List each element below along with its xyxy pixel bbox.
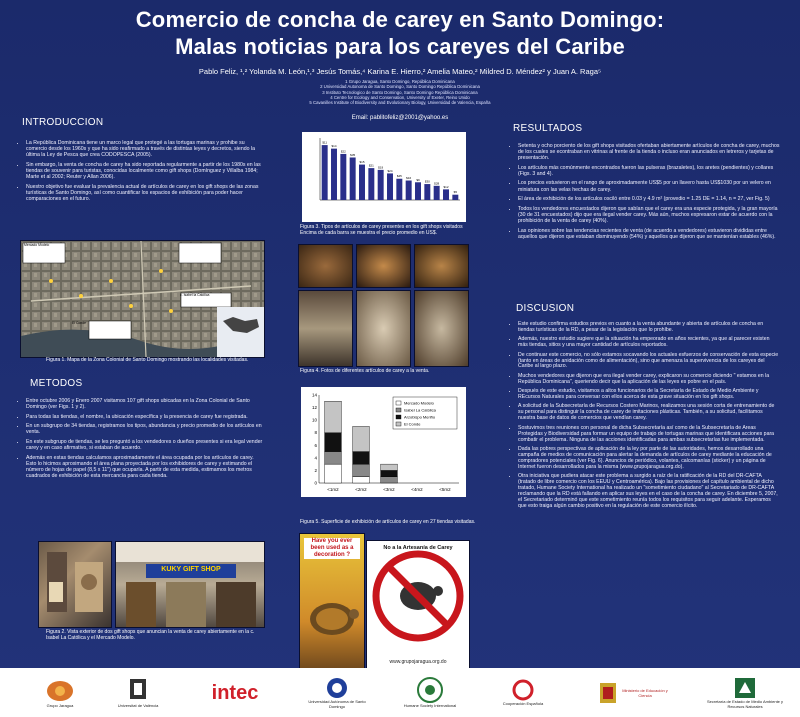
- figure-1-caption: Figura 1. Mapa de la Zona Colonial de Santo Domingo mostrando las localidades visitadas.: [46, 357, 249, 363]
- y-tick-label: 2: [314, 467, 317, 473]
- jaragua-icon: [45, 677, 75, 703]
- discusion-item: • Sostuvimos tres reuniones con personal de dicha Subsecretaría así como de la Subsecretaría de Areas Protegidas y Biodiversidad para formar un equipo de trabajo de tortugas marinas que identificara acciones para combatir el problema. Ninguna de las acciones identificadas para ambas subsecretarías fue implementada.: [518, 426, 780, 444]
- metodos-body: [18, 398, 263, 483]
- logo-label: Grupo Jaragua: [46, 703, 74, 708]
- metodos-item: • Entre octubre 2006 y Enero 2007 visitamos 107 gift shops ubicadas en la Zona Colonial de Santo Domingo (ver Figs. 1 y 2).: [26, 398, 263, 410]
- x-tick-label: <3m2: [383, 487, 395, 492]
- metodos-item: • En este subgrupo de tiendas, se les preguntó a los vendedores o dueños presentes si era legal vender carey y en caso afirmativo, si estaban de acuerdo.: [26, 439, 263, 451]
- shop-photo-2: [115, 541, 265, 628]
- logo-label: Humane Society International: [403, 703, 457, 708]
- figure-5-chart: [301, 387, 466, 497]
- logo-label: Secretaría de Estado de Medio Ambiente y Recursos Naturales: [706, 698, 784, 709]
- figure-2-caption: Figura 2. Vista exterior de dos gift shops que anuncian la venta de carey abiertamente en la c. Isabel La Católica y el Mercado Modelo.: [46, 629, 255, 641]
- figure-3-svg: [302, 132, 466, 222]
- bar: [359, 165, 365, 200]
- bar-price-label: $35: [350, 152, 356, 157]
- aecid-icon: [512, 679, 534, 701]
- logo-label: Universitat de València: [117, 703, 159, 708]
- poster-title: [0, 6, 800, 60]
- logo-hsi: [400, 670, 460, 715]
- map-label-mercado: Mercado Modelo: [24, 243, 50, 247]
- figure-3-chart: [302, 132, 466, 222]
- logo-mec: [590, 670, 680, 715]
- affiliation: 3 Instituto Tecnologico de Santo Domingo, Santo Domingo República Dominicana: [322, 89, 478, 95]
- bar-price-label: $16: [406, 176, 412, 181]
- stacked-bar-segment: [353, 426, 370, 451]
- section-resultados: RESULTADOS: [513, 123, 583, 134]
- authors: Pablo Feliz, ¹,² Yolanda M. León,¹,³ Jesús Tomás,⁴ Karina E. Hierro,² Amelia Mateo,² Mildred D. Méndez² y Juan A. Raga⁵: [198, 67, 602, 76]
- legend-label: Isabel La Católica: [404, 407, 436, 413]
- bar-price-label: $19: [378, 165, 384, 170]
- bar: [378, 170, 384, 200]
- bar-price-label: $24: [387, 168, 393, 173]
- uasd-seal-icon: [326, 677, 348, 699]
- bar: [396, 179, 402, 200]
- discusion-item: • Otra iniciativa que pudiera atacar este problema a surgido a raíz de la ratificación de la RD del DR-CAFTA (tratado de libre comercio con los EEUU y Centroamérica). Bajo las provisiones del capítulo ambiental de dicho tratado, Humane Society International ha realizado un "sometimiento ciudadano" al Secretariado de DR-CAFTA reclamando que la RD está fallando en aplicar sus leyes en el caso de la concha de carey. En diciembre 5, 2007, el Secretariado determinó que este sometimiento reunía todos los requisitos para seguir adelante. Esperamos que esto traiga algún cambio positivo en la regulación de este comercio ilícito.: [518, 474, 780, 509]
- title-line-2: Malas noticias para los careyes del Caribe: [175, 34, 625, 59]
- bar-price-label: $5: [453, 190, 458, 195]
- legend-swatch: [396, 401, 401, 405]
- x-tick-label: <4m2: [411, 487, 423, 492]
- bar: [368, 168, 374, 200]
- resultados-item: • Setenta y ocho porciento de los gift shops visitados ofertaban abiertamente artículos de concha de carey, muchos de los cuales se econtraban en vitrinas al frente de la tienda o incluso eran anunciados en letreros y tarjetas de presentación.: [518, 143, 780, 161]
- legend-swatch: [396, 408, 401, 412]
- item-photo: [298, 290, 353, 367]
- shop-photo-1: [38, 541, 112, 628]
- item-photo: [356, 290, 411, 367]
- bar-price-label: $30: [424, 179, 430, 184]
- map-image: [20, 240, 265, 358]
- affiliations: [200, 79, 600, 105]
- bar: [424, 184, 430, 200]
- bar: [415, 182, 421, 200]
- y-tick-label: 10: [311, 417, 317, 423]
- legend-swatch: [396, 415, 401, 419]
- y-tick-label: 14: [311, 392, 317, 398]
- intec-wordmark: intec: [211, 682, 259, 704]
- stacked-bar-segment: [381, 477, 398, 483]
- valencia-crest-icon: [127, 677, 149, 703]
- intro-item: • Nuestro objetivo fue evaluar la prevalencia actual de artículos de carey en los gift shops de las zonas turísticas de Santo Domingo, así como cuantificar los espacios de exhibición para poder hacer comparaciones en el futuro.: [26, 184, 263, 202]
- stacked-bar-segment: [325, 401, 342, 432]
- figure-5-caption: Figura 5. Superficie de exhibición de artículos de carey en 27 tiendas visitadas.: [300, 519, 476, 525]
- discusion-item: • A solicitud de la Subsecretaría de Recursos Costero Marinos, realizamos una sesión corta de entrenamiento de su personal para distinguir la concha de carey de imitaciones plásticas. También, a su solicitud, facilitamos nuestra base de datos de comercios que vendían carey.: [518, 404, 780, 422]
- shop-sign: KUKY GIFT SHOP: [161, 566, 221, 573]
- bar-price-label: $15: [359, 160, 365, 165]
- email: Email: pablitofeliz@2001@yahoo.es: [351, 115, 449, 121]
- title-line-1: Comercio de concha de carey en Santo Domingo:: [135, 7, 665, 32]
- figure-5-svg: [301, 387, 466, 497]
- y-tick-label: 6: [314, 442, 317, 448]
- bar: [350, 157, 356, 200]
- affiliation: 5 Cavanilles Institute of Biodiversity and Evolutionary Biology, Universidad de Valencia, España: [309, 100, 491, 106]
- bar: [387, 173, 393, 200]
- resultados-item: • Todos los vendedores encuestados dijeron que sabían que el carey era una especie protegida, y la gran mayoría (30 de 31 encuestados) dijo que era ilegal vender carey. Más aún, muchos expresaron estar de acuerdo con la prohibición de la venta de carey (40%).: [518, 206, 780, 224]
- item-photo: [298, 244, 353, 288]
- discusion-item: • De continuar este comercio, no sólo estamos socavando los actuales esfuerzos de conservación de esta especie (tanto en áreas de anidación como de alimentación), sino que amenaza la supervivencia de los careyes del Caribe al largo plazo.: [518, 353, 780, 371]
- bar: [331, 149, 337, 200]
- intro-item: • La República Dominicana tiene un marco legal que protegé a las tortugas marinas y prohibe su comercio desde los 1960s y que ha sido reafirmado a través de distintas leyes y decretos, siendo la última la Ley de Pesca que crea CODOPESCA (2005).: [26, 140, 263, 158]
- metodos-item: • En un subgrupo de 34 tiendas, registramos los tipos, abundancia y precio promedio de los artículos en venta.: [26, 423, 263, 435]
- logo-aecid: [488, 670, 558, 715]
- x-tick-label: <1m2: [327, 487, 339, 492]
- y-tick-label: 4: [314, 455, 317, 461]
- resultados-item: • Las opiniones sobre las tendencias recientes de venta (de acuerdo a vendedores) estuvieron divididas entre aquellos que dijeron que estaban disminuyendo (54%) y aquellos que dijeron que se mantenían estables (46%).: [518, 228, 780, 240]
- bar: [452, 195, 458, 200]
- campaign-poster: [299, 533, 365, 681]
- logo-intec: [190, 672, 280, 715]
- item-photo: [414, 244, 469, 288]
- logo-label: Ministerio de Educación y Ciencia: [622, 687, 668, 698]
- affiliation: 4 Centre for Ecology and Conservation, University of Exeter, Reino Unido: [330, 94, 470, 100]
- map-label-conde: El Conde: [72, 321, 86, 325]
- stacked-bar-segment: [325, 464, 342, 483]
- section-intro: INTRODUCCION: [22, 117, 104, 128]
- metodos-item: • Para todas las tiendas, el nombre, la ubicación específica y la presencia de carey fue registrada.: [26, 414, 263, 420]
- bar: [340, 154, 346, 200]
- bar: [443, 189, 449, 200]
- figure-3-caption: Figura 3. Tipos de artículos de carey presentes en los gift shops visitados Encima de cada barra se muestra el precio promedio en US$.: [300, 224, 463, 236]
- affiliation: 1 Grupo Jaragua, Santo Domingo, República Dominicana: [345, 79, 455, 84]
- resultados-item: • Los precios estuvieron en el rango de aproximadamente US$5 por un llavero hasta US$1030 por un velero en miniatura con las velas hechas de carey.: [518, 180, 780, 192]
- bar-price-label: $28: [434, 181, 440, 186]
- bar-price-label: $22: [340, 149, 346, 154]
- bar-price-label: $14: [331, 144, 337, 149]
- logo-valencia: [108, 670, 168, 715]
- semarena-icon: [734, 677, 756, 699]
- logo-uasd: [302, 670, 372, 715]
- intro-body: [18, 140, 263, 205]
- bar: [322, 145, 328, 200]
- y-tick-label: 12: [311, 405, 317, 411]
- shop-photo-1-graphic: [39, 542, 111, 627]
- hsi-icon: [417, 677, 443, 703]
- legend-label: Arzobispo Meriño: [404, 414, 436, 420]
- spain-crest-icon: [598, 681, 618, 705]
- campaign-banner: Have you ever been used as a decoration ?: [304, 538, 360, 559]
- stacked-bar-segment: [325, 452, 342, 465]
- discusion-item: • Muchos vendedores que dijeron que era ilegal vender carey, explicaron su comercio diciendo " estamos en la República Dominicana", queriendo decir que la aplicación de las leyes es pobre en el país.: [518, 374, 780, 386]
- bar: [406, 181, 412, 200]
- item-photo: [414, 290, 469, 367]
- legend-label: El Conde: [404, 421, 421, 427]
- stacked-bar-segment: [353, 464, 370, 477]
- section-discusion: DISCUSION: [516, 303, 575, 314]
- discusion-item: • Dada las pobres perspectivas de aplicación de la ley por parte de las autoridades, hemos desarrollado una campaña de medios de comunicación para alertar la demanda de artículos de carey mediante la educación de compradores potenciales (ver Fig. 6). Anuncios de periódico, volantes, calcomanías (sticker) y un página de Internet fueron desarrollados para la misma (www.grupojaragua.org.do).: [518, 447, 780, 471]
- campaign-sticker: [366, 540, 470, 682]
- bar: [434, 186, 440, 200]
- logo-semarena: [700, 670, 790, 715]
- resultados-item: • Los artículos más comúnmente encontrados fueron las pulseras (brazaletes), los aretes (pendientes) y collares (Figs. 3 and 4).: [518, 165, 780, 177]
- bar-price-label: $45: [396, 174, 402, 179]
- stacked-bar-segment: [353, 452, 370, 465]
- bar-price-label: $9: [416, 177, 420, 182]
- shop-photo-2-graphic: [116, 542, 264, 627]
- bar-price-label: $12: [443, 184, 449, 189]
- legend: [393, 397, 457, 429]
- intro-item: • Sin embargo, la venta de concha de carey ha sido reportada regularmente a partir de los 1980s en las tiendas de souvenir para turistas, conocidas localmente como gift shops (Domínguez y Villalba 1984; Marte et al 2002; Reuter y Allan 2006).: [26, 162, 263, 180]
- turtle-graphic: [300, 534, 364, 680]
- x-tick-label: <2m2: [355, 487, 367, 492]
- item-photo: [356, 244, 411, 288]
- campaign-slogan: No a la Artesanía de Carey: [383, 545, 453, 551]
- discusion-item: • Además, nuestro estudio sugiere que la situación ha empeorado en años recientes, ya que al parecer existen más tiendas, sitios y una mayor cantidad de artículos reportados.: [518, 337, 780, 349]
- stacked-bar-segment: [381, 464, 398, 470]
- legend-swatch: [396, 422, 401, 426]
- metodos-item: • Además en estas tiendas calculamos aproximadamente el área ocupada por los artículos de carey. Esto lo hicimos aproximando el área plana proyectada por los exhibidores de carey y estimando el número de hojas de papel (8,5 x 11") que ocuparía. A partir de esta medida, estimamos los metros cuadrados de exhibición de esta mercancía para cada tienda.: [26, 455, 263, 479]
- campaign-url[interactable]: www.grupojaragua.org.do: [389, 659, 447, 665]
- logo-label: Universidad Autónoma de Santo Domingo: [308, 698, 366, 709]
- discusion-item: • Este estudio confirma estudios previos en cuanto a la venta abundante y abierta de artículos de concha en tiendas turísticas de la RD, a pesar de la legislación que lo prohíbe.: [518, 322, 780, 334]
- y-tick-label: 0: [314, 480, 317, 486]
- logo-label: Cooperación Española: [502, 701, 544, 706]
- bar-price-label: $21: [368, 163, 374, 168]
- stacked-bar-segment: [325, 433, 342, 452]
- legend-label: Mercado Modelo: [404, 400, 434, 406]
- resultados-body: [510, 143, 780, 243]
- figure-4-caption: Figura 4. Fotos de diferentes artículos de carey a la venta.: [300, 368, 430, 374]
- stacked-bar-segment: [353, 477, 370, 483]
- section-metodos: METODOS: [30, 378, 83, 389]
- no-carey-graphic: [367, 541, 469, 656]
- y-tick-label: 8: [314, 430, 317, 436]
- logo-grupo-jaragua: [30, 670, 90, 715]
- stacked-bar-segment: [381, 470, 398, 476]
- discusion-body: [510, 322, 780, 513]
- x-tick-label: <5m2: [439, 487, 451, 492]
- map-label-isabel: c. Isabel la Católica: [180, 293, 210, 297]
- bar-price-label: $11: [322, 140, 328, 145]
- affiliation: 2 Universidad Autonoma de Santo Domingo, Santo Domingo República Dominicana: [320, 84, 480, 90]
- resultados-item: • El área de exhibición de los artículos osciló entre 0.03 y 4.9 m² (provedio = 1.25 DE = 1.14, n = 27, ver Fig. 5): [518, 196, 780, 202]
- discusion-item: • Después de este estudio, visitamos a altos funcionarios de la Secretaría de Estado de Medio Ambiente y REcursos Naturales para conversar con ellos acerca de esta grave situación en los gift shops.: [518, 389, 780, 401]
- map-graphic: [21, 241, 264, 357]
